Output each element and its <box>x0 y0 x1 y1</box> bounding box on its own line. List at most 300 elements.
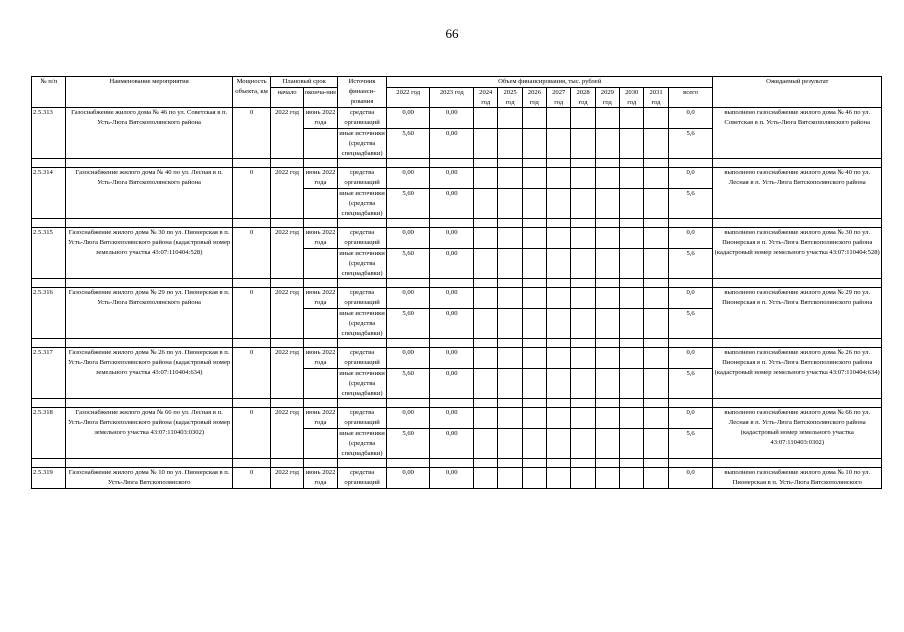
row-end-empty <box>303 188 337 218</box>
spacer-cell <box>522 159 546 168</box>
row-start: 2022 год <box>271 288 303 339</box>
row-empty-year <box>620 288 644 309</box>
spacer-cell <box>668 159 713 168</box>
spacer-cell <box>338 459 387 468</box>
row-empty-year <box>547 428 571 458</box>
spacer-cell <box>713 459 882 468</box>
row-other-2023: 0,00 <box>430 248 474 278</box>
header-source: Источник финанси-рования <box>338 77 387 108</box>
row-number: 2.5.318 <box>32 408 66 459</box>
row-result: выполнено газоснабжение жилого дома № 10 по ул. Пионерская в п. Усть-Люга Вятскополянского <box>713 468 882 489</box>
row-org-2023: 0,00 <box>430 348 474 369</box>
row-empty-year <box>547 248 571 278</box>
header-year: 2023 год <box>430 87 474 108</box>
spacer-cell <box>271 399 303 408</box>
row-empty-year <box>571 408 595 429</box>
row-start: 2022 год <box>271 228 303 279</box>
spacer-cell <box>644 399 668 408</box>
table-header <box>32 77 882 108</box>
row-empty-year <box>522 128 546 158</box>
spacer-cell <box>571 399 595 408</box>
spacer-cell <box>644 459 668 468</box>
row-empty-year <box>522 228 546 249</box>
spacer-cell <box>66 279 232 288</box>
spacer-cell <box>620 279 644 288</box>
row-org-2022: 0,00 <box>386 108 430 129</box>
spacer-cell <box>303 399 337 408</box>
spacer-cell <box>498 159 522 168</box>
row-empty-year <box>620 228 644 249</box>
spacer-cell <box>66 339 232 348</box>
row-empty-year <box>620 108 644 129</box>
spacer-cell <box>713 339 882 348</box>
row-other-2023: 0,00 <box>430 128 474 158</box>
row-number: 2.5.319 <box>32 468 66 489</box>
row-empty-year <box>595 468 619 489</box>
row-empty-year <box>498 128 522 158</box>
row-empty-year <box>474 188 498 218</box>
row-empty-year <box>547 128 571 158</box>
row-name: Газоснабжение жилого дома № 26 по ул. Пионерская в п. Усть-Люга Вятскополянского района (кадастровый номер земельного участка 43:07:110404:634) <box>66 348 232 399</box>
row-start: 2022 год <box>271 108 303 159</box>
spacer-cell <box>713 399 882 408</box>
row-empty-year <box>474 468 498 489</box>
spacer-cell <box>522 399 546 408</box>
header-term: Плановый срок <box>271 77 338 88</box>
row-org-2022: 0,00 <box>386 288 430 309</box>
row-end: июнь 2022 года <box>303 168 337 189</box>
row-empty-year <box>474 368 498 398</box>
row-empty-year <box>595 108 619 129</box>
row-empty-year <box>474 428 498 458</box>
spacer-cell <box>547 279 571 288</box>
row-org-total: 0,0 <box>668 408 713 429</box>
row-empty-year <box>620 188 644 218</box>
row-empty-year <box>547 408 571 429</box>
row-empty-year <box>522 108 546 129</box>
row-end: июнь 2022 года <box>303 348 337 369</box>
row-empty-year <box>644 108 668 129</box>
row-other-2022: 5,60 <box>386 368 430 398</box>
row-start: 2022 год <box>271 468 303 489</box>
row-number: 2.5.317 <box>32 348 66 399</box>
spacer-cell <box>303 339 337 348</box>
table-row <box>32 228 882 249</box>
row-empty-year <box>644 168 668 189</box>
spacer-cell <box>571 459 595 468</box>
header-year: 2024 год <box>474 87 498 108</box>
spacer-cell <box>32 339 66 348</box>
row-empty-year <box>644 188 668 218</box>
row-org-total: 0,0 <box>668 228 713 249</box>
spacer-cell <box>303 219 337 228</box>
row-start: 2022 год <box>271 408 303 459</box>
spacer-cell <box>386 399 430 408</box>
spacer-cell <box>474 339 498 348</box>
spacer-cell <box>547 339 571 348</box>
row-empty-year <box>644 308 668 338</box>
row-empty-year <box>522 308 546 338</box>
row-empty-year <box>474 228 498 249</box>
row-spacer <box>32 279 882 288</box>
table-row <box>32 408 882 429</box>
spacer-cell <box>498 219 522 228</box>
spacer-cell <box>474 159 498 168</box>
row-source-org: средства организаций <box>338 408 387 429</box>
spacer-cell <box>430 159 474 168</box>
row-empty-year <box>474 288 498 309</box>
header-year: 2030 год <box>620 87 644 108</box>
row-empty-year <box>498 368 522 398</box>
spacer-cell <box>338 399 387 408</box>
spacer-cell <box>474 399 498 408</box>
spacer-cell <box>522 279 546 288</box>
row-other-2022: 5,60 <box>386 308 430 338</box>
row-name: Газоснабжение жилого дома № 30 по ул. Пионерская в п. Усть-Люга Вятскополянского района (кадастровый номер земельного участка 43:07:110404:528) <box>66 228 232 279</box>
spacer-cell <box>644 219 668 228</box>
row-empty-year <box>522 408 546 429</box>
spacer-cell <box>386 219 430 228</box>
row-other-2023: 0,00 <box>430 308 474 338</box>
row-empty-year <box>522 248 546 278</box>
row-result: выполнено газоснабжение жилого дома № 29 по ул. Пионерская в п. Усть-Люга Вятскополянского района <box>713 288 882 339</box>
table-row <box>32 348 882 369</box>
row-empty-year <box>644 228 668 249</box>
row-empty-year <box>474 108 498 129</box>
row-empty-year <box>595 308 619 338</box>
row-spacer <box>32 399 882 408</box>
row-other-total: 5,6 <box>668 368 713 398</box>
row-source-org: средства организаций <box>338 348 387 369</box>
row-source-org: средства организаций <box>338 468 387 489</box>
row-empty-year <box>571 428 595 458</box>
spacer-cell <box>522 459 546 468</box>
row-empty-year <box>522 348 546 369</box>
spacer-cell <box>232 339 271 348</box>
header-num: № п/п <box>32 77 66 108</box>
row-spacer <box>32 459 882 468</box>
row-end-empty <box>303 428 337 458</box>
spacer-cell <box>571 159 595 168</box>
row-source-other: иные источники (средства спецнадбавки) <box>338 248 387 278</box>
row-empty-year <box>522 288 546 309</box>
row-empty-year <box>547 368 571 398</box>
spacer-cell <box>232 219 271 228</box>
row-empty-year <box>571 128 595 158</box>
spacer-cell <box>271 159 303 168</box>
row-name: Газоснабжение жилого дома № 29 по ул. Пионерская в п. Усть-Люга Вятскополянского района <box>66 288 232 339</box>
spacer-cell <box>430 339 474 348</box>
header-capacity: Мощность объекта, км <box>232 77 271 108</box>
spacer-cell <box>474 219 498 228</box>
row-empty-year <box>571 348 595 369</box>
row-end: июнь 2022 года <box>303 288 337 309</box>
row-other-2022: 5,60 <box>386 188 430 218</box>
spacer-cell <box>498 459 522 468</box>
row-org-total: 0,0 <box>668 288 713 309</box>
header-year: 2025 год <box>498 87 522 108</box>
spacer-cell <box>66 219 232 228</box>
row-empty-year <box>595 428 619 458</box>
row-empty-year <box>498 348 522 369</box>
row-other-total: 5,6 <box>668 188 713 218</box>
row-empty-year <box>498 188 522 218</box>
row-other-total: 5,6 <box>668 428 713 458</box>
table-body <box>32 108 882 489</box>
row-org-2023: 0,00 <box>430 288 474 309</box>
row-end: июнь 2022 года <box>303 408 337 429</box>
spacer-cell <box>32 219 66 228</box>
row-end-empty <box>303 308 337 338</box>
row-empty-year <box>498 168 522 189</box>
row-source-other: иные источники (средства спецнадбавки) <box>338 308 387 338</box>
row-result: выполнено газоснабжение жилого дома № 46 по ул. Советская в п. Усть-Люга Вятскополянского района <box>713 108 882 159</box>
spacer-cell <box>595 339 619 348</box>
row-number: 2.5.315 <box>32 228 66 279</box>
row-source-other: иные источники (средства спецнадбавки) <box>338 128 387 158</box>
header-year: 2026 год <box>522 87 546 108</box>
row-org-2023: 0,00 <box>430 468 474 489</box>
row-empty-year <box>547 188 571 218</box>
row-result: выполнено газоснабжение жилого дома № 40 по ул. Лесная в п. Усть-Люга Вятскополянского района <box>713 168 882 219</box>
row-name: Газоснабжение жилого дома № 46 по ул. Советская в п. Усть-Люга Вятскополянского района <box>66 108 232 159</box>
spacer-cell <box>338 159 387 168</box>
spacer-cell <box>713 219 882 228</box>
row-empty-year <box>595 188 619 218</box>
row-name: Газоснабжение жилого дома № 66 по ул. Лесная в п. Усть-Люга Вятскополянского района (кадастровый номер земельного участка 43:07:110403:0302) <box>66 408 232 459</box>
header-term-start: начало <box>271 87 303 108</box>
row-result: выполнено газоснабжение жилого дома № 26 по ул. Пионерская в п. Усть-Люга Вятскополянского района (кадастровый номер земельного участка 43:07:110404:634) <box>713 348 882 399</box>
row-empty-year <box>522 428 546 458</box>
row-org-2023: 0,00 <box>430 228 474 249</box>
row-empty-year <box>620 468 644 489</box>
spacer-cell <box>547 219 571 228</box>
row-empty-year <box>644 128 668 158</box>
row-name: Газоснабжение жилого дома № 40 по ул. Лесная в п. Усть-Люга Вятскополянского района <box>66 168 232 219</box>
spacer-cell <box>338 339 387 348</box>
spacer-cell <box>303 279 337 288</box>
spacer-cell <box>303 459 337 468</box>
row-empty-year <box>644 288 668 309</box>
row-org-total: 0,0 <box>668 108 713 129</box>
row-empty-year <box>474 248 498 278</box>
row-org-2022: 0,00 <box>386 168 430 189</box>
row-empty-year <box>498 108 522 129</box>
row-other-total: 5,6 <box>668 308 713 338</box>
row-empty-year <box>498 228 522 249</box>
spacer-cell <box>338 219 387 228</box>
row-org-total: 0,0 <box>668 348 713 369</box>
spacer-cell <box>430 219 474 228</box>
row-empty-year <box>474 168 498 189</box>
header-year: 2022 год <box>386 87 430 108</box>
row-empty-year <box>498 308 522 338</box>
spacer-cell <box>386 279 430 288</box>
row-spacer <box>32 339 882 348</box>
row-other-total: 5,6 <box>668 248 713 278</box>
row-empty-year <box>547 288 571 309</box>
spacer-cell <box>271 339 303 348</box>
spacer-cell <box>522 219 546 228</box>
row-empty-year <box>571 368 595 398</box>
row-start: 2022 год <box>271 348 303 399</box>
spacer-cell <box>620 159 644 168</box>
spacer-cell <box>271 279 303 288</box>
spacer-cell <box>668 339 713 348</box>
row-capacity: 0 <box>232 348 271 399</box>
spacer-cell <box>232 459 271 468</box>
row-empty-year <box>620 368 644 398</box>
spacer-cell <box>498 399 522 408</box>
row-empty-year <box>474 128 498 158</box>
spacer-cell <box>595 279 619 288</box>
row-end: июнь 2022 года <box>303 468 337 489</box>
row-result: выполнено газоснабжение жилого дома № 66 по ул. Лесная в п. Усть-Люга Вятскополянского района (кадастровый номер земельного участка 43:07:110403:0302) <box>713 408 882 459</box>
header-total: всего <box>668 87 713 108</box>
row-source-org: средства организаций <box>338 228 387 249</box>
row-org-total: 0,0 <box>668 468 713 489</box>
row-org-2022: 0,00 <box>386 408 430 429</box>
header-term-end: оконча-ние <box>303 87 337 108</box>
spacer-cell <box>32 399 66 408</box>
row-capacity: 0 <box>232 468 271 489</box>
header-volume: Объем финансирования, тыс. рублей <box>386 77 713 88</box>
spacer-cell <box>547 159 571 168</box>
row-empty-year <box>547 348 571 369</box>
spacer-cell <box>620 459 644 468</box>
row-empty-year <box>620 308 644 338</box>
row-empty-year <box>620 348 644 369</box>
row-empty-year <box>571 248 595 278</box>
row-empty-year <box>644 368 668 398</box>
table-row <box>32 108 882 129</box>
row-other-2023: 0,00 <box>430 368 474 398</box>
spacer-cell <box>232 279 271 288</box>
row-empty-year <box>547 228 571 249</box>
spacer-cell <box>644 339 668 348</box>
spacer-cell <box>474 459 498 468</box>
spacer-cell <box>571 279 595 288</box>
spacer-cell <box>595 459 619 468</box>
row-empty-year <box>571 308 595 338</box>
row-spacer <box>32 159 882 168</box>
row-empty-year <box>498 288 522 309</box>
row-empty-year <box>498 408 522 429</box>
spacer-cell <box>595 159 619 168</box>
header-year: 2031 год <box>644 87 668 108</box>
row-empty-year <box>547 168 571 189</box>
table-row <box>32 468 882 489</box>
header-year: 2029 год <box>595 87 619 108</box>
row-capacity: 0 <box>232 108 271 159</box>
row-start: 2022 год <box>271 168 303 219</box>
row-empty-year <box>595 248 619 278</box>
spacer-cell <box>430 459 474 468</box>
spacer-cell <box>430 399 474 408</box>
row-other-2022: 5,60 <box>386 128 430 158</box>
spacer-cell <box>32 279 66 288</box>
row-empty-year <box>595 288 619 309</box>
spacer-cell <box>474 279 498 288</box>
spacer-cell <box>644 279 668 288</box>
row-end: июнь 2022 года <box>303 228 337 249</box>
row-empty-year <box>644 428 668 458</box>
row-capacity: 0 <box>232 288 271 339</box>
spacer-cell <box>232 399 271 408</box>
header-name: Наименование мероприятия <box>66 77 232 108</box>
row-org-total: 0,0 <box>668 168 713 189</box>
spacer-cell <box>498 339 522 348</box>
header-year: 2028 год <box>571 87 595 108</box>
row-source-org: средства организаций <box>338 108 387 129</box>
spacer-cell <box>571 339 595 348</box>
row-empty-year <box>547 308 571 338</box>
row-source-org: средства организаций <box>338 288 387 309</box>
row-empty-year <box>474 308 498 338</box>
spacer-cell <box>498 279 522 288</box>
spacer-cell <box>338 279 387 288</box>
row-empty-year <box>620 128 644 158</box>
spacer-cell <box>303 159 337 168</box>
spacer-cell <box>595 399 619 408</box>
row-empty-year <box>571 468 595 489</box>
row-end-empty <box>303 128 337 158</box>
spacer-cell <box>668 459 713 468</box>
spacer-cell <box>271 459 303 468</box>
spacer-cell <box>430 279 474 288</box>
row-end-empty <box>303 368 337 398</box>
financing-table <box>31 76 882 489</box>
row-capacity: 0 <box>232 228 271 279</box>
row-empty-year <box>547 108 571 129</box>
row-capacity: 0 <box>232 408 271 459</box>
spacer-cell <box>547 459 571 468</box>
row-source-org: средства организаций <box>338 168 387 189</box>
spacer-cell <box>271 219 303 228</box>
row-org-2022: 0,00 <box>386 348 430 369</box>
spacer-cell <box>66 159 232 168</box>
header-result: Ожидаемый результат <box>713 77 882 108</box>
row-empty-year <box>620 428 644 458</box>
spacer-cell <box>547 399 571 408</box>
row-org-2023: 0,00 <box>430 108 474 129</box>
row-empty-year <box>644 408 668 429</box>
spacer-cell <box>644 159 668 168</box>
row-empty-year <box>571 288 595 309</box>
row-empty-year <box>498 248 522 278</box>
spacer-cell <box>620 399 644 408</box>
row-other-2023: 0,00 <box>430 428 474 458</box>
spacer-cell <box>595 219 619 228</box>
row-empty-year <box>620 248 644 278</box>
row-empty-year <box>595 368 619 398</box>
row-empty-year <box>595 408 619 429</box>
row-empty-year <box>474 348 498 369</box>
row-empty-year <box>522 468 546 489</box>
row-empty-year <box>595 168 619 189</box>
spacer-cell <box>713 279 882 288</box>
row-empty-year <box>620 408 644 429</box>
row-empty-year <box>522 168 546 189</box>
row-empty-year <box>474 408 498 429</box>
row-empty-year <box>571 168 595 189</box>
row-org-2023: 0,00 <box>430 168 474 189</box>
spacer-cell <box>386 459 430 468</box>
row-source-other: иные источники (средства спецнадбавки) <box>338 188 387 218</box>
row-capacity: 0 <box>232 168 271 219</box>
row-org-2022: 0,00 <box>386 468 430 489</box>
spacer-cell <box>66 459 232 468</box>
